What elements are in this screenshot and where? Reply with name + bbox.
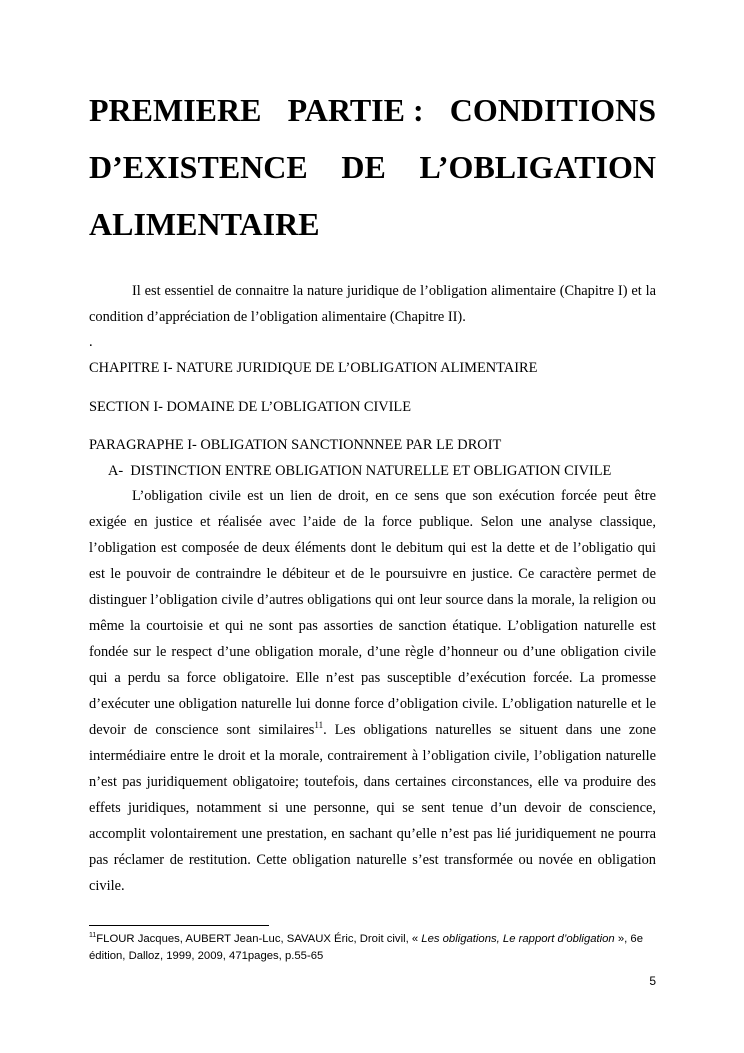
title-line-1 [89,82,656,139]
footnote-separator [89,925,269,926]
title-word: ALIMENTAIRE [89,206,320,242]
title-word: L’OBLIGATION [419,149,656,185]
title-word: PARTIE : [287,92,424,128]
body-text-part-1: L’obligation civile est un lien de droit, en ce sens que son exécution forcée peut être exigée en justice et réalisée avec l’aide de la force publique. Selon une analyse classique, l’obligation est composée de deux éléments dont le debitum qui est la dette et de l’obligatio qui est le pouvoir de contraindre le débiteur et de le poursuivre en justice. Ce caractère permet de distinguer l’obligation civile d’autres obligations qui ont leur source dans la morale, la religion ou même la courtoisie et qui ne sont pas assorties de sanction étatique. L’obligation naturelle est fondée sur le respect d’une obligation morale, d’une règle d’honneur ou d’une obligation civile qui a perdu sa force obligatoire. Elle n’est pas susceptible d’exécution forcée. La promesse d’exécuter une obligation naturelle lui donne force d’obligation civile. L’obligation naturelle et le devoir de conscience sont similaires [89,488,656,738]
footnote-details: », 6e édition, Dalloz, 1999, 2009, 471pages, p.55-65 [89,933,643,962]
part-title [89,82,656,253]
stray-dot: . [89,334,93,350]
paragraph-heading: PARAGRAPHE I- OBLIGATION SANCTIONNNEE PAR LE DROIT [89,437,502,453]
footnote-book-title: Les obligations, Le rapport d’obligation [421,933,615,945]
page-number: 5 [649,974,656,988]
title-line-2 [89,139,656,196]
body-paragraph [89,483,656,899]
footnote [89,931,656,965]
subsection-text: DISTINCTION ENTRE OBLIGATION NATURELLE ET OBLIGATION CIVILE [130,463,612,479]
title-line-3 [89,196,656,253]
body-text-part-2: . Les obligations naturelles se situent dans une zone intermédiaire entre le droit et la morale, contrairement à l’obligation civile, l’obligation naturelle n’est pas juridiquement obligatoire; toutefois, dans certaines circonstances, elle va produire des effets juridiques, notamment si une personne, qui se sent tenue d’un devoir de conscience, accomplit volontairement une prestation, en sachant qu’elle n’est pas lié juridiquement ne pourra pas réclamer de restitution. Cette obligation naturelle s’est transformée ou novée en obligation civile. [89,722,656,894]
chapter-heading: CHAPITRE I- NATURE JURIDIQUE DE L’OBLIGATION ALIMENTAIRE [89,360,538,376]
footnote-authors: FLOUR Jacques, AUBERT Jean-Luc, SAVAUX Éric, Droit civil, « [96,933,422,945]
footnote-reference[interactable]: 11 [314,720,324,731]
title-word: PREMIERE [89,92,262,128]
title-word: DE [341,149,386,185]
title-word: CONDITIONS [449,92,656,128]
footnote-number: 11 [89,932,97,940]
subsection-heading [108,462,611,480]
section-heading: SECTION I- DOMAINE DE L’OBLIGATION CIVILE [89,399,412,415]
subsection-marker: A- [108,463,124,479]
title-word: D’EXISTENCE [89,149,308,185]
intro-paragraph: Il est essentiel de connaitre la nature juridique de l’obligation alimentaire (Chapitre I) et la condition d’appréciation de l’obligation alimentaire (Chapitre II). [89,283,656,325]
